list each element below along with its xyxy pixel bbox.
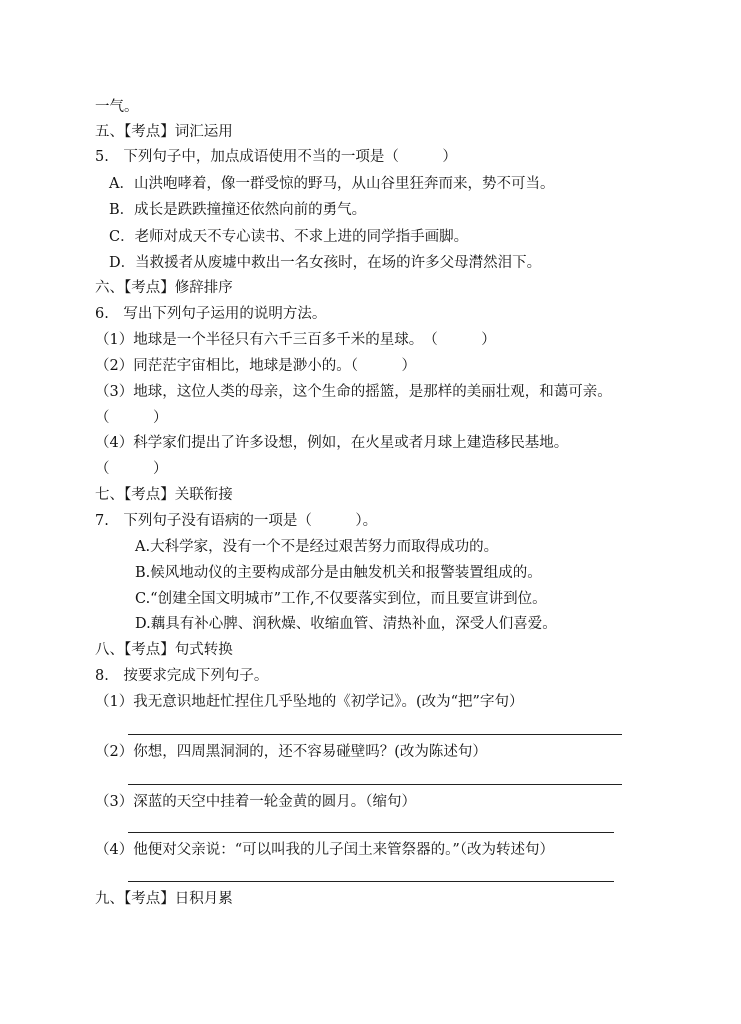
continuation-text: 一气。 <box>95 99 139 115</box>
section-heading-5: 五、【考点】词汇运用 <box>95 124 233 140</box>
question-8-stem: 8. 按要求完成下列句子。 <box>95 668 269 684</box>
question-6-item-4: （4）科学家们提出了许多设想，例如，在火星或者月球上建造移民基地。 <box>95 435 569 451</box>
question-5-option-c: C．老师对成天不专心读书、不求上进的同学指手画脚。 <box>109 229 469 245</box>
question-6-item-2: （2）同茫茫宇宙相比，地球是渺小的。（ ） <box>95 358 416 374</box>
section-heading-9: 九、【考点】日积月累 <box>95 891 233 907</box>
answer-blank-3[interactable] <box>128 832 614 833</box>
question-5-option-a: A．山洪咆哮着，像一群受惊的野马，从山谷里狂奔而来，势不可当。 <box>109 176 555 192</box>
question-5-option-d: D．当救援者从废墟中救出一名女孩时，在场的许多父母潸然泪下。 <box>109 255 542 271</box>
question-6-item-1: （1）地球是一个半径只有六千三百多千米的星球。 （ ） <box>95 332 496 348</box>
question-8-item-2: （2）你想，四周黑洞洞的，还不容易碰壁吗？(改为陈述句） <box>95 744 487 760</box>
question-7-stem: 7. 下列句子没有语病的一项是（ ）。 <box>95 513 378 529</box>
question-8-item-1: （1）我无意识地赶忙捏住几乎坠地的《初学记》。(改为“把”字句） <box>95 694 524 710</box>
question-8-item-3: （3）深蓝的天空中挂着一轮金黄的圆月。（缩句） <box>95 794 416 810</box>
question-5-stem: 5. 下列句子中，加点成语使用不当的一项是（ ） <box>95 149 457 165</box>
question-7-option-a: A.大科学家，没有一个不是经过艰苦努力而取得成功的。 <box>135 539 499 555</box>
question-7-option-c: C.“创建全国文明城市”工作,不仅要落实到位，而且要宣讲到位。 <box>135 591 547 607</box>
answer-blank-4[interactable] <box>128 881 614 882</box>
section-heading-6: 六、【考点】修辞排序 <box>95 280 233 296</box>
question-5-option-b: B．成长是跌跌撞撞还依然向前的勇气。 <box>109 202 367 218</box>
section-heading-8: 八、【考点】句式转换 <box>95 642 233 658</box>
answer-blank-1[interactable] <box>128 734 622 735</box>
question-6-stem: 6. 写出下列句子运用的说明方法。 <box>95 306 327 322</box>
question-8-item-4: （4）他便对父亲说：“可以叫我的儿子闰土来管祭器的。”（改为转述句） <box>95 842 555 858</box>
question-7-option-b: B.候风地动仪的主要构成部分是由触发机关和报警装置组成的。 <box>135 565 542 581</box>
section-heading-7: 七、【考点】关联衔接 <box>95 487 233 503</box>
question-6-item-3-answer: （ ） <box>95 410 168 426</box>
question-7-option-d: D.藕具有补心脾、润秋燥、收缩血管、清热补血，深受人们喜爱。 <box>135 616 557 632</box>
answer-blank-2[interactable] <box>128 784 622 785</box>
question-6-item-4-answer: （ ） <box>95 461 168 477</box>
question-6-item-3: （3）地球，这位人类的母亲，这个生命的摇篮，是那样的美丽壮观，和蔼可亲。 <box>95 384 612 400</box>
